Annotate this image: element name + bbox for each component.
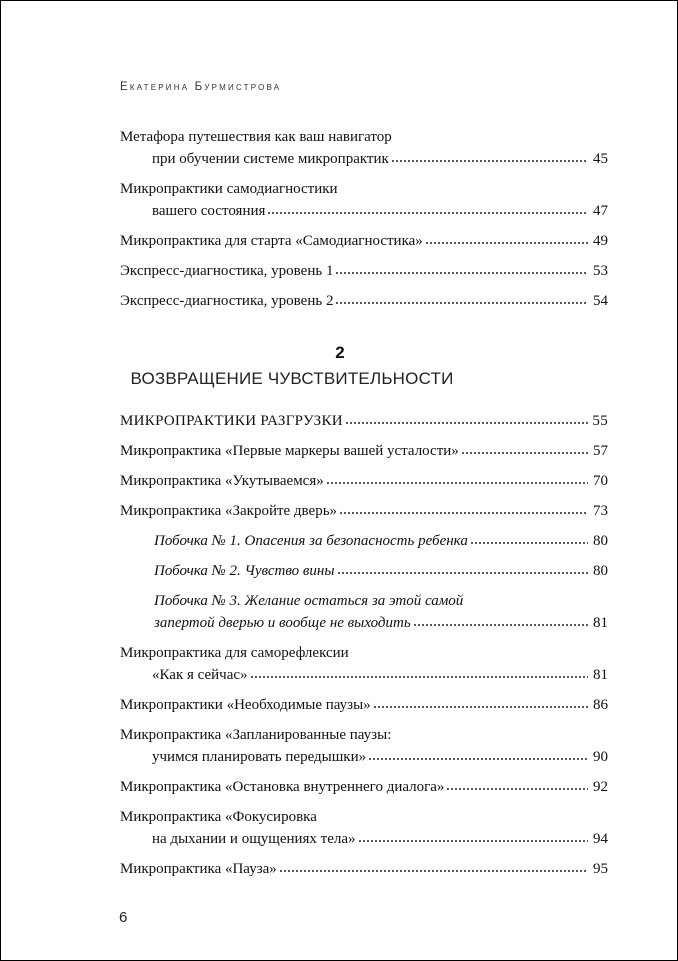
dot-leader (339, 501, 588, 515)
toc-entry-line (120, 178, 608, 200)
toc-page-number: 55 (592, 413, 608, 429)
toc-page-number: 81 (593, 615, 608, 631)
toc-entry (120, 410, 608, 432)
dot-leader (250, 665, 588, 679)
toc-entry-title: Побочка № 1. Опасения за безопасность ребенка (154, 533, 468, 549)
toc-entry-title: Микропрактика «Пауза» (120, 861, 277, 877)
toc-entry-title: запертой дверью и вообще не выходить (154, 615, 411, 631)
dot-leader (373, 695, 588, 709)
toc-entry-line (120, 440, 608, 462)
toc-entry-line (120, 410, 608, 432)
toc-part-1 (120, 126, 608, 320)
toc-entry-title: Микропрактика для старта «Самодиагностика» (120, 233, 423, 249)
toc-entry-line (120, 694, 608, 716)
toc-entry-title: Экспресс-диагностика, уровень 1 (120, 263, 334, 279)
toc-entry-title: Метафора путешествия как ваш навигатор (120, 129, 392, 145)
toc-entry-continuation (120, 612, 608, 634)
toc-entry-continuation (120, 828, 608, 850)
dot-leader (413, 613, 588, 627)
toc-entry (120, 500, 608, 522)
toc-entry-line (120, 230, 608, 252)
dot-leader (461, 441, 588, 455)
toc-page-number: 94 (593, 831, 608, 847)
toc-page-number: 70 (593, 473, 608, 489)
toc-entry-line (120, 724, 608, 746)
dot-leader (391, 149, 588, 163)
toc-entry (120, 694, 608, 716)
toc-entry-line (120, 642, 608, 664)
toc-entry-title: Микропрактики «Необходимые паузы» (120, 697, 371, 713)
toc-entry (120, 260, 608, 282)
dot-leader (335, 261, 588, 275)
toc-entry (120, 806, 608, 850)
toc-page-number: 90 (593, 749, 608, 765)
toc-entry (120, 642, 608, 686)
toc-page-number: 54 (593, 293, 608, 309)
toc-page-number: 80 (593, 533, 608, 549)
running-head: Екатерина Бурмистрова (120, 81, 282, 93)
toc-page-number: 47 (593, 203, 608, 219)
dot-leader (326, 471, 588, 485)
dot-leader (358, 829, 588, 843)
toc-entry-line (120, 806, 608, 828)
toc-entry (120, 470, 608, 492)
toc-entry-title: вашего состояния (152, 203, 266, 219)
dot-leader (470, 531, 588, 545)
toc-entry (120, 858, 608, 880)
dot-leader (425, 231, 588, 245)
toc-entry (120, 530, 608, 552)
toc-entry (120, 724, 608, 768)
toc-entry-line (120, 530, 608, 552)
toc-entry (120, 776, 608, 798)
toc-page-number: 45 (593, 151, 608, 167)
toc-entry-title: Микропрактика «Первые маркеры вашей усталости» (120, 443, 459, 459)
toc-entry (120, 230, 608, 252)
toc-entry-line (120, 470, 608, 492)
toc-page-number: 95 (593, 861, 608, 877)
toc-entry-title: Микропрактики самодиагностики (120, 181, 338, 197)
toc-entry-continuation (120, 200, 608, 222)
toc-entry (120, 560, 608, 582)
toc-entry-title: Побочка № 3. Желание остаться за этой самой (154, 593, 464, 609)
toc-page-number: 86 (593, 697, 608, 713)
dot-leader (335, 291, 588, 305)
toc-entry-title: учимся планировать передышки» (152, 749, 367, 765)
toc-entry-title: Микропрактика «Закройте дверь» (120, 503, 338, 519)
toc-entry-title: Микропрактика «Фокусировка (120, 809, 317, 825)
toc-entry-title: Микропрактика для саморефлексии (120, 645, 349, 661)
toc-part-2 (120, 410, 608, 888)
dot-leader (345, 411, 588, 425)
toc-entry (120, 126, 608, 170)
toc-page-number: 57 (593, 443, 608, 459)
chapter-title: ВОЗВРАЩЕНИЕ ЧУВСТВИТЕЛЬНОСТИ (130, 369, 454, 388)
toc-page-number: 49 (593, 233, 608, 249)
toc-page-number: 81 (593, 667, 608, 683)
toc-entry-line (120, 260, 608, 282)
toc-entry (120, 290, 608, 312)
toc-entry-continuation (120, 148, 608, 170)
chapter-number: 2 (335, 343, 345, 362)
toc-entry (120, 590, 608, 634)
toc-entry-line (120, 500, 608, 522)
toc-entry-title: на дыхании и ощущениях тела» (152, 831, 356, 847)
toc-entry-title: Экспресс-диагностика, уровень 2 (120, 293, 334, 309)
toc-page-number: 73 (593, 503, 608, 519)
toc-entry-title: при обучении системе микропрактик (152, 151, 389, 167)
toc-page-number: 53 (593, 263, 608, 279)
toc-entry-title: «Как я сейчас» (152, 667, 248, 683)
toc-entry-title: МИКРОПРАКТИКИ РАЗГРУЗКИ (120, 413, 343, 429)
toc-entry-line (120, 126, 608, 148)
dot-leader (446, 777, 588, 791)
toc-entry (120, 440, 608, 462)
toc-entry-title: Микропрактика «Укутываемся» (120, 473, 324, 489)
toc-page-number: 92 (593, 779, 608, 795)
toc-entry-line (120, 858, 608, 880)
toc-entry-continuation (120, 746, 608, 768)
page-number: 6 (119, 909, 128, 926)
toc-page-number: 80 (593, 563, 608, 579)
toc-entry-title: Микропрактика «Запланированные паузы: (120, 727, 392, 743)
dot-leader (368, 747, 588, 761)
toc-entry-line (120, 590, 608, 612)
toc-entry-line (120, 290, 608, 312)
toc-entry-title: Микропрактика «Остановка внутреннего диалога» (120, 779, 445, 795)
toc-entry (120, 178, 608, 222)
toc-entry-line (120, 776, 608, 798)
dot-leader (267, 201, 588, 215)
toc-entry-title: Побочка № 2. Чувство вины (154, 563, 335, 579)
dot-leader (279, 859, 588, 873)
dot-leader (337, 561, 588, 575)
toc-entry-continuation (120, 664, 608, 686)
toc-entry-line (120, 560, 608, 582)
